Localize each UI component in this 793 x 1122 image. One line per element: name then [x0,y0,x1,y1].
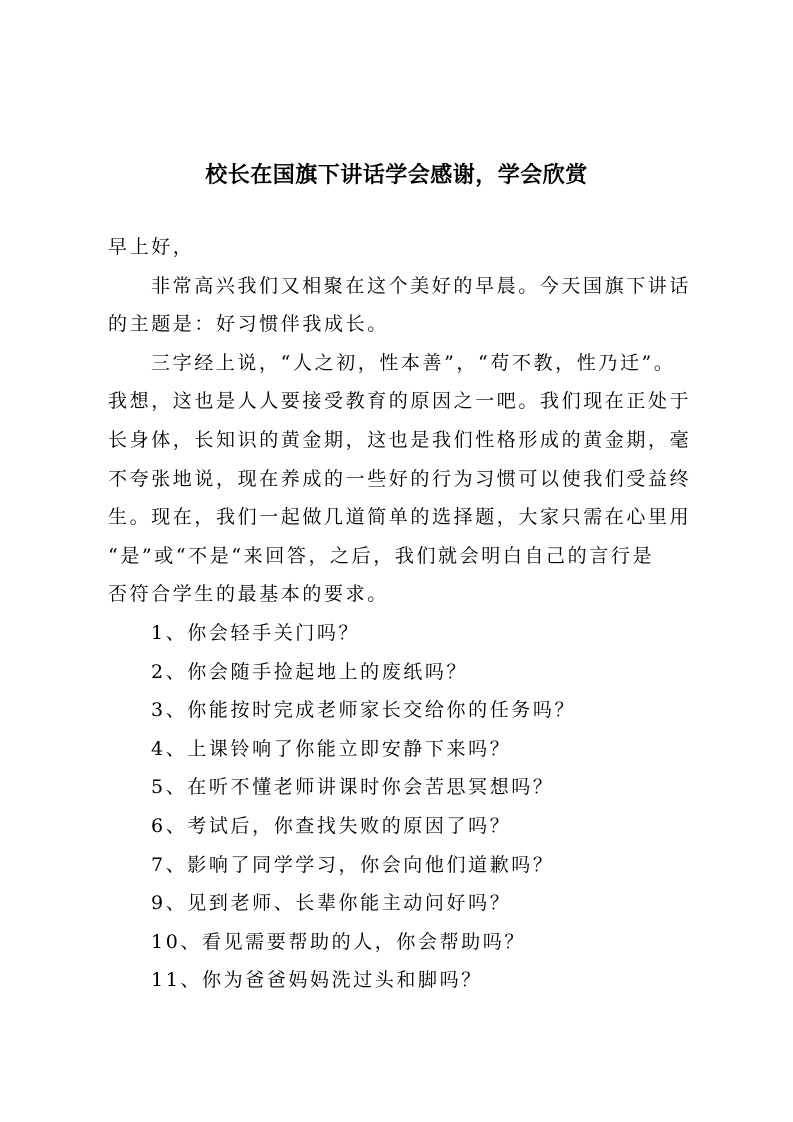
paragraph-line: 我想，这也是人人要接受教育的原因之一吧。我们现在正处于 [108,390,692,413]
paragraph-line: 生。现在，我们一起做几道简单的选择题，大家只需在心里用 [108,506,692,529]
greeting: 早上好， [108,236,195,258]
question-item: 9、见到老师、长辈你能主动问好吗？ [151,892,512,915]
document-title: 校长在国旗下讲话学会感谢，学会欣赏 [205,163,588,188]
question-item: 5、在听不懂老师讲课时你会苦思冥想吗？ [151,776,555,799]
question-item: 7、影响了同学学习，你会向他们道歉吗？ [151,853,555,876]
paragraph-line: 否符合学生的最基本的要求。 [108,583,389,606]
paragraph-line: 长身体，长知识的黄金期，这也是我们性格形成的黄金期，毫 [108,428,692,451]
question-item: 1、你会轻手关门吗？ [151,621,361,644]
document-body [108,228,708,1000]
question-item: 11、你为爸爸妈妈洗过头和脚吗？ [151,969,483,992]
paragraph-line: “是”或“不是“来回答，之后，我们就会明白自己的言行是 [108,544,655,567]
question-item: 4、上课铃响了你能立即安静下来吗？ [151,737,512,760]
question-item: 2、你会随手捡起地上的废纸吗？ [151,660,469,683]
paragraph-line: 三字经上说，“人之初，性本善”，“苟不教，性乃迁”。 [151,351,676,374]
paragraph-line: 的主题是：好习惯伴我成长。 [108,313,389,336]
question-item: 6、考试后，你查找失败的原因了吗？ [151,814,512,837]
paragraph-line: 不夸张地说，现在养成的一些好的行为习惯可以使我们受益终 [108,467,692,490]
paragraph-line: 非常高兴我们又相聚在这个美好的早晨。今天国旗下讲话 [151,274,692,297]
question-item: 3、你能按时完成老师家长交给你的任务吗？ [151,699,577,722]
question-item: 10、看见需要帮助的人，你会帮助吗？ [151,930,526,953]
